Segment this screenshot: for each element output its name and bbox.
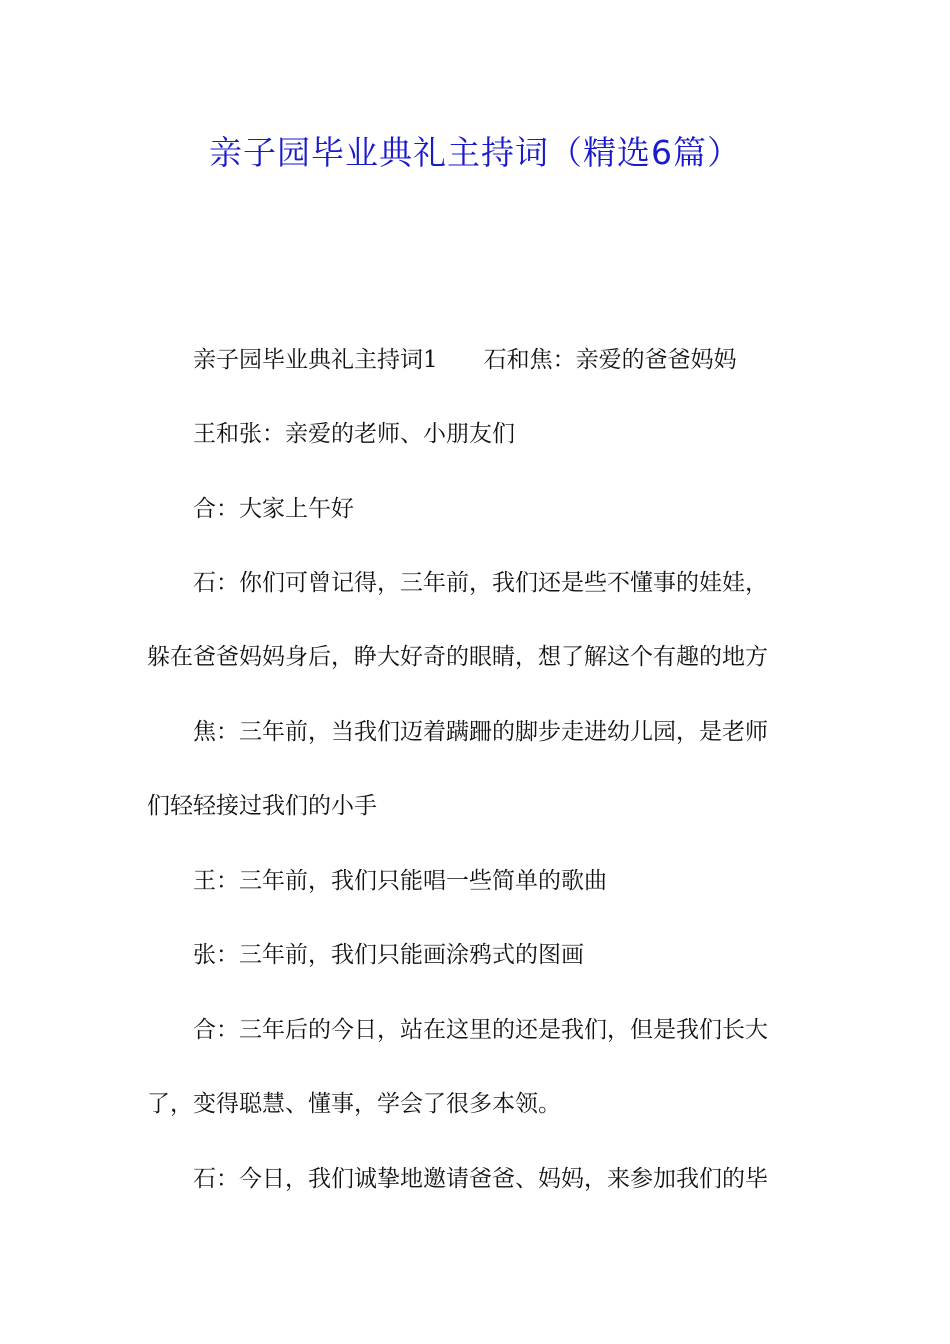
paragraph-line: 焦：三年前，当我们迈着蹒跚的脚步走进幼儿园，是老师 [193,719,768,745]
paragraph-line: 们轻轻接过我们的小手 [147,793,377,819]
paragraph-line: 王：三年前，我们只能唱一些简单的歌曲 [193,868,607,894]
section-heading: 亲子园毕业典礼主持词1 [193,347,438,373]
paragraph-line [193,340,853,380]
paragraph-line: 躲在爸爸妈妈身后，睁大好奇的眼睛，想了解这个有趣的地方 [147,644,768,670]
paragraph-line: 合：三年后的今日，站在这里的还是我们，但是我们长大 [193,1017,768,1043]
paragraph-line: 王和张：亲爱的老师、小朋友们 [193,421,515,447]
document-title: 亲子园毕业典礼主持词（精选6篇） [209,133,741,172]
text-line: 石和焦：亲爱的爸爸妈妈 [483,347,737,373]
paragraph-line: 张：三年前，我们只能画涂鸦式的图画 [193,942,584,968]
paragraph-line: 合：大家上午好 [193,496,354,522]
paragraph-line: 了，变得聪慧、懂事，学会了很多本领。 [147,1091,561,1117]
paragraph-line: 石：今日，我们诚挚地邀请爸爸、妈妈，来参加我们的毕 [193,1166,768,1192]
paragraph-line: 石：你们可曾记得，三年前，我们还是些不懂事的娃娃， [193,570,768,596]
